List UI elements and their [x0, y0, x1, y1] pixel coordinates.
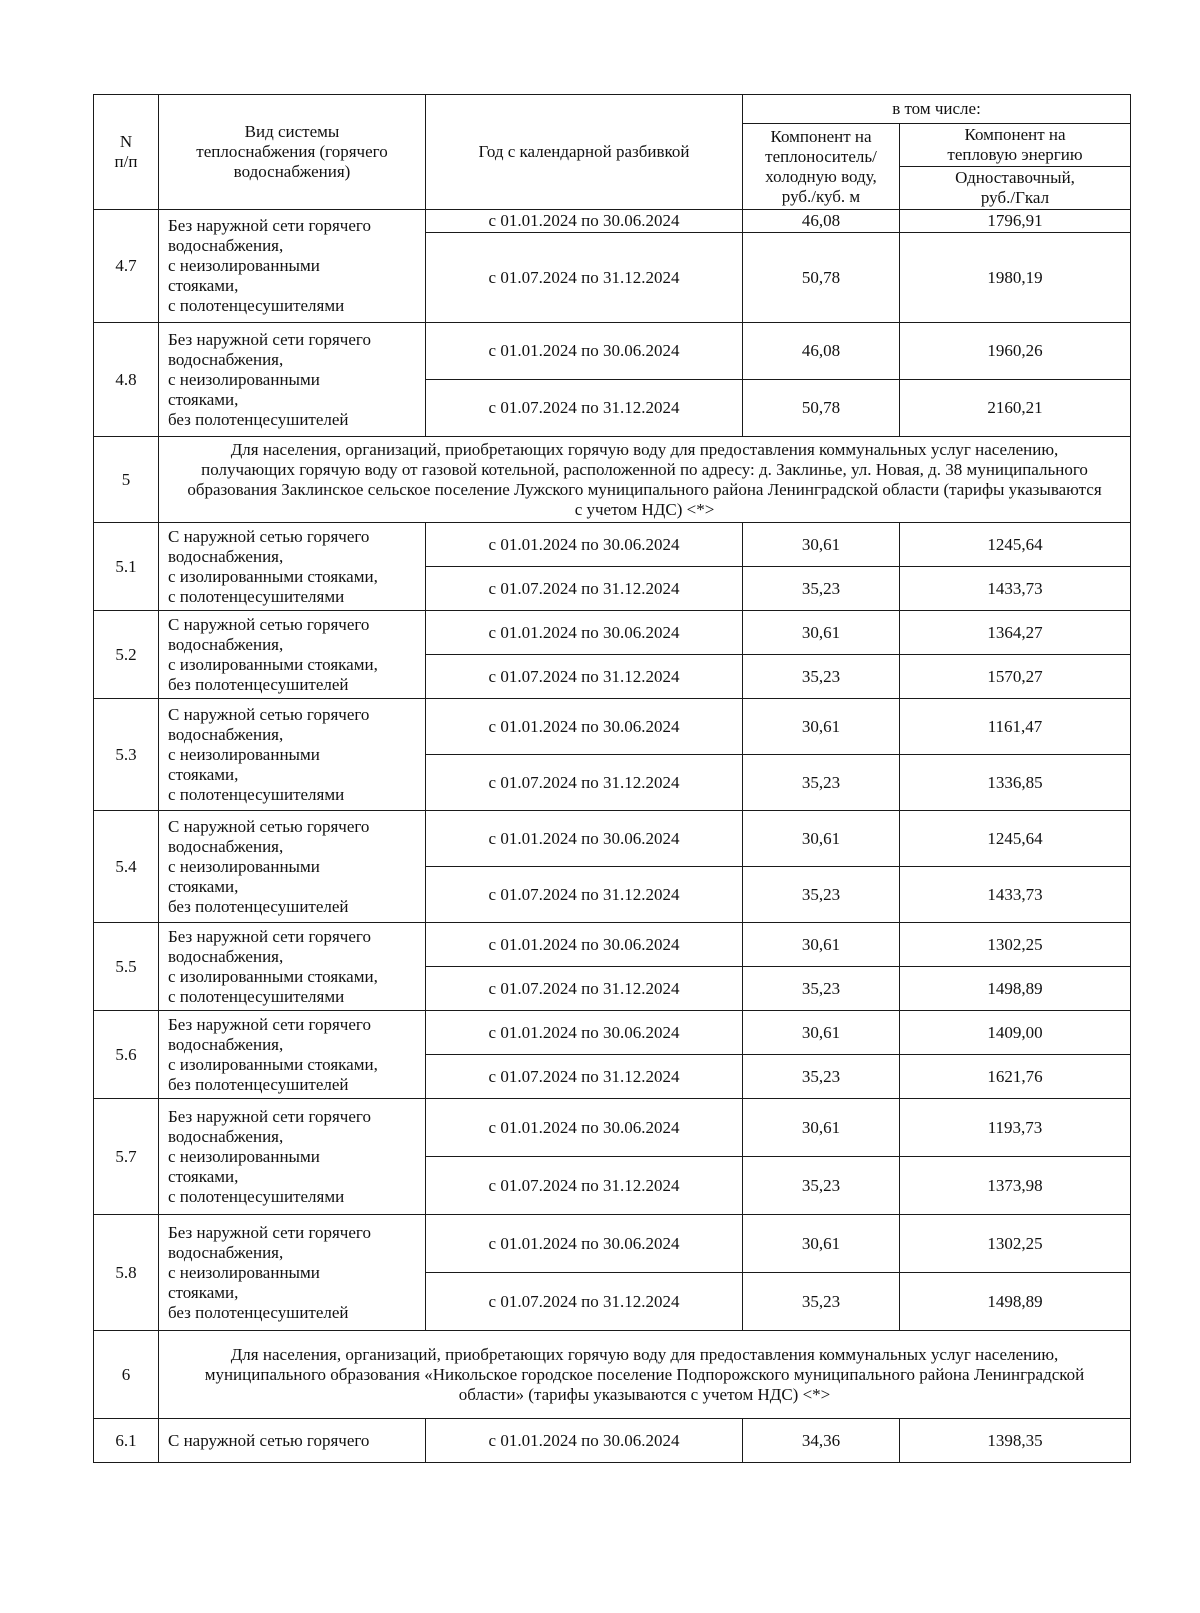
system-description: С наружной сетью горячего водоснабжения, с неизолированными стояками, с полотенцесушителями [159, 699, 426, 811]
table-row [94, 699, 1131, 755]
period-cell: с 01.01.2024 по 30.06.2024 [426, 210, 743, 233]
energy-tariff-cell: 2160,21 [900, 380, 1131, 437]
header-one-rate: Одноставочный, руб./Гкал [900, 167, 1131, 210]
water-tariff-cell: 50,78 [743, 233, 900, 323]
table-row [94, 923, 1131, 967]
period-cell: с 01.07.2024 по 31.12.2024 [426, 380, 743, 437]
water-tariff-cell: 30,61 [743, 699, 900, 755]
system-description: Без наружной сети горячего водоснабжения, с неизолированными стояками, без полотенцесушителей [159, 1215, 426, 1331]
header-including: в том числе: [743, 95, 1131, 124]
period-cell: с 01.01.2024 по 30.06.2024 [426, 1011, 743, 1055]
water-tariff-cell: 35,23 [743, 755, 900, 811]
row-number: 5.1 [94, 523, 159, 611]
row-number: 5.3 [94, 699, 159, 811]
period-cell: с 01.01.2024 по 30.06.2024 [426, 323, 743, 380]
period-cell: с 01.01.2024 по 30.06.2024 [426, 1419, 743, 1463]
water-tariff-cell: 46,08 [743, 210, 900, 233]
system-description: Без наружной сети горячего водоснабжения, с неизолированными стояками, с полотенцесушителями [159, 210, 426, 323]
period-cell: с 01.07.2024 по 31.12.2024 [426, 1055, 743, 1099]
water-tariff-cell: 35,23 [743, 967, 900, 1011]
period-cell: с 01.07.2024 по 31.12.2024 [426, 755, 743, 811]
system-description: Без наружной сети горячего водоснабжения, с неизолированными стояками, с полотенцесушителями [159, 1099, 426, 1215]
table-row [94, 811, 1131, 867]
energy-tariff-cell: 1373,98 [900, 1157, 1131, 1215]
table-row [94, 1215, 1131, 1273]
tariff-table [93, 94, 1131, 1463]
row-number: 6.1 [94, 1419, 159, 1463]
header-component-carrier: Компонент на теплоноситель/ холодную воду, руб./куб. м [743, 124, 900, 210]
energy-tariff-cell: 1398,35 [900, 1419, 1131, 1463]
energy-tariff-cell: 1570,27 [900, 655, 1131, 699]
table-row [94, 1419, 1131, 1463]
water-tariff-cell: 35,23 [743, 1055, 900, 1099]
energy-tariff-cell: 1960,26 [900, 323, 1131, 380]
table-row [94, 1099, 1131, 1157]
period-cell: с 01.01.2024 по 30.06.2024 [426, 923, 743, 967]
row-number: 5 [94, 437, 159, 523]
water-tariff-cell: 35,23 [743, 655, 900, 699]
water-tariff-cell: 50,78 [743, 380, 900, 437]
water-tariff-cell: 30,61 [743, 811, 900, 867]
row-number: 5.2 [94, 611, 159, 699]
energy-tariff-cell: 1161,47 [900, 699, 1131, 755]
energy-tariff-cell: 1498,89 [900, 967, 1131, 1011]
row-number: 4.8 [94, 323, 159, 437]
water-tariff-cell: 35,23 [743, 1273, 900, 1331]
table-row [94, 1011, 1131, 1055]
header-system-type: Вид системы теплоснабжения (горячего водоснабжения) [159, 95, 426, 210]
group-row [94, 437, 1131, 523]
energy-tariff-cell: 1621,76 [900, 1055, 1131, 1099]
energy-tariff-cell: 1433,73 [900, 567, 1131, 611]
row-number: 4.7 [94, 210, 159, 323]
period-cell: с 01.07.2024 по 31.12.2024 [426, 1157, 743, 1215]
header-year: Год с календарной разбивкой [426, 95, 743, 210]
period-cell: с 01.01.2024 по 30.06.2024 [426, 611, 743, 655]
water-tariff-cell: 34,36 [743, 1419, 900, 1463]
energy-tariff-cell: 1302,25 [900, 923, 1131, 967]
period-cell: с 01.07.2024 по 31.12.2024 [426, 867, 743, 923]
period-cell: с 01.07.2024 по 31.12.2024 [426, 967, 743, 1011]
group-heading: Для населения, организаций, приобретающих горячую воду для предоставления коммунальных услуг населению, получающих горячую воду от газовой котельной, расположенной по адресу: д. Заклинье, ул. Новая, д. 38 муниципального образования Заклинское сельское поселение Лужского муниципального района Ленинградской области (тарифы указываются с учетом НДС) <*> [159, 437, 1131, 523]
energy-tariff-cell: 1193,73 [900, 1099, 1131, 1157]
water-tariff-cell: 30,61 [743, 923, 900, 967]
row-number: 5.5 [94, 923, 159, 1011]
tariff-table-body [94, 95, 1131, 1463]
system-description: С наружной сетью горячего [159, 1419, 426, 1463]
water-tariff-cell: 35,23 [743, 867, 900, 923]
energy-tariff-cell: 1245,64 [900, 811, 1131, 867]
period-cell: с 01.07.2024 по 31.12.2024 [426, 655, 743, 699]
water-tariff-cell: 30,61 [743, 1011, 900, 1055]
water-tariff-cell: 30,61 [743, 523, 900, 567]
period-cell: с 01.01.2024 по 30.06.2024 [426, 1099, 743, 1157]
energy-tariff-cell: 1302,25 [900, 1215, 1131, 1273]
period-cell: с 01.01.2024 по 30.06.2024 [426, 699, 743, 755]
group-row [94, 1331, 1131, 1419]
system-description: Без наружной сети горячего водоснабжения, с неизолированными стояками, без полотенцесушителей [159, 323, 426, 437]
row-number: 5.8 [94, 1215, 159, 1331]
system-description: Без наружной сети горячего водоснабжения, с изолированными стояками, без полотенцесушителей [159, 1011, 426, 1099]
energy-tariff-cell: 1409,00 [900, 1011, 1131, 1055]
header-component-energy: Компонент на тепловую энергию [900, 124, 1131, 167]
period-cell: с 01.07.2024 по 31.12.2024 [426, 233, 743, 323]
row-number: 5.6 [94, 1011, 159, 1099]
period-cell: с 01.07.2024 по 31.12.2024 [426, 567, 743, 611]
row-number: 5.4 [94, 811, 159, 923]
system-description: Без наружной сети горячего водоснабжения, с изолированными стояками, с полотенцесушителями [159, 923, 426, 1011]
system-description: С наружной сетью горячего водоснабжения, с изолированными стояками, без полотенцесушителей [159, 611, 426, 699]
water-tariff-cell: 30,61 [743, 1099, 900, 1157]
period-cell: с 01.07.2024 по 31.12.2024 [426, 1273, 743, 1331]
water-tariff-cell: 35,23 [743, 567, 900, 611]
energy-tariff-cell: 1245,64 [900, 523, 1131, 567]
table-row [94, 611, 1131, 655]
energy-tariff-cell: 1336,85 [900, 755, 1131, 811]
water-tariff-cell: 30,61 [743, 1215, 900, 1273]
system-description: С наружной сетью горячего водоснабжения, с изолированными стояками, с полотенцесушителями [159, 523, 426, 611]
water-tariff-cell: 35,23 [743, 1157, 900, 1215]
water-tariff-cell: 30,61 [743, 611, 900, 655]
row-number: 6 [94, 1331, 159, 1419]
energy-tariff-cell: 1796,91 [900, 210, 1131, 233]
header-num: N п/п [94, 95, 159, 210]
period-cell: с 01.01.2024 по 30.06.2024 [426, 523, 743, 567]
table-row [94, 523, 1131, 567]
energy-tariff-cell: 1498,89 [900, 1273, 1131, 1331]
period-cell: с 01.01.2024 по 30.06.2024 [426, 1215, 743, 1273]
energy-tariff-cell: 1980,19 [900, 233, 1131, 323]
period-cell: с 01.01.2024 по 30.06.2024 [426, 811, 743, 867]
group-heading: Для населения, организаций, приобретающих горячую воду для предоставления коммунальных услуг населению, муниципального образования «Никольское городское поселение Подпорожского муниципального района Ленинградской области» (тарифы указываются с учетом НДС) <*> [159, 1331, 1131, 1419]
energy-tariff-cell: 1433,73 [900, 867, 1131, 923]
table-row [94, 323, 1131, 380]
row-number: 5.7 [94, 1099, 159, 1215]
energy-tariff-cell: 1364,27 [900, 611, 1131, 655]
table-row [94, 210, 1131, 233]
header-row [94, 95, 1131, 124]
system-description: С наружной сетью горячего водоснабжения, с неизолированными стояками, без полотенцесушителей [159, 811, 426, 923]
water-tariff-cell: 46,08 [743, 323, 900, 380]
